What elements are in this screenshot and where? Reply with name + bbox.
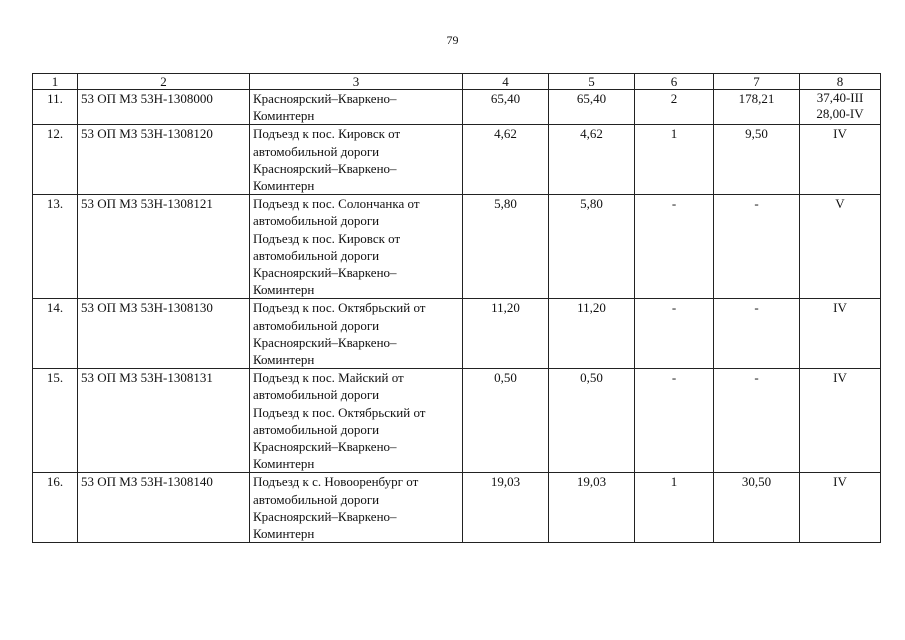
road-category-line: 37,40-III [816, 90, 864, 105]
value-col6: 2 [635, 90, 714, 125]
column-header-4: 4 [463, 74, 549, 90]
table-row [33, 299, 881, 369]
road-category: IV [800, 473, 881, 543]
row-number: 14. [33, 299, 78, 369]
road-name [250, 369, 463, 473]
road-name-line: автомобильной дороги [253, 387, 380, 403]
value-col6: 1 [635, 125, 714, 195]
table-row [33, 90, 881, 125]
road-name-line: Подъезд к пос. Солончанка от [253, 196, 420, 212]
road-code: 53 ОП МЗ 53Н-1308140 [78, 473, 250, 543]
value-col7: - [714, 299, 800, 369]
road-code: 53 ОП МЗ 53Н-1308000 [78, 90, 250, 125]
row-number: 13. [33, 195, 78, 299]
road-name-line: Коминтерн [253, 108, 315, 124]
road-name-line: Подъезд к с. Новооренбург от [253, 474, 419, 490]
table-row [33, 125, 881, 195]
table-row [33, 195, 881, 299]
road-name-line: автомобильной дороги [253, 317, 380, 333]
road-name-line: Коминтерн [253, 352, 315, 368]
column-header-5: 5 [549, 74, 635, 90]
road-category: V [800, 195, 881, 299]
value-col5: 4,62 [549, 125, 635, 195]
road-name-line: Подъезд к пос. Кировск от [253, 230, 401, 246]
value-col4: 0,50 [463, 369, 549, 473]
column-header-3: 3 [250, 74, 463, 90]
road-name-line: автомобильной дороги [253, 491, 380, 507]
road-name-line: Подъезд к пос. Октябрьский от [253, 300, 426, 316]
road-name-line: Подъезд к пос. Майский от [253, 370, 404, 386]
road-name-line: Красноярский–Кваркено– [253, 160, 397, 176]
value-col6: - [635, 299, 714, 369]
table-row [33, 369, 881, 473]
road-code: 53 ОП МЗ 53Н-1308120 [78, 125, 250, 195]
road-category-line: 28,00-IV [816, 106, 864, 121]
value-col7: 9,50 [714, 125, 800, 195]
value-col5: 5,80 [549, 195, 635, 299]
column-header-8: 8 [800, 74, 881, 90]
value-col6: - [635, 195, 714, 299]
table-row [33, 473, 881, 543]
value-col6: - [635, 369, 714, 473]
road-code: 53 ОП МЗ 53Н-1308131 [78, 369, 250, 473]
road-name-line: Коминтерн [253, 282, 315, 298]
road-name-line: Коминтерн [253, 178, 315, 194]
row-number: 12. [33, 125, 78, 195]
road-name-line: Красноярский–Кваркено– [253, 91, 397, 106]
road-category: IV [800, 125, 881, 195]
row-number: 11. [33, 90, 78, 125]
road-code: 53 ОП МЗ 53Н-1308121 [78, 195, 250, 299]
value-col7: - [714, 369, 800, 473]
road-category [800, 90, 881, 125]
road-name-line: Красноярский–Кваркено– [253, 508, 397, 524]
row-number: 15. [33, 369, 78, 473]
value-col4: 19,03 [463, 473, 549, 543]
value-col5: 11,20 [549, 299, 635, 369]
column-header-1: 1 [33, 74, 78, 90]
page-number: 79 [446, 33, 459, 47]
road-code: 53 ОП МЗ 53Н-1308130 [78, 299, 250, 369]
column-header-7: 7 [714, 74, 800, 90]
value-col7: - [714, 195, 800, 299]
road-category: IV [800, 299, 881, 369]
road-name-line: автомобильной дороги [253, 247, 380, 263]
value-col6: 1 [635, 473, 714, 543]
road-name [250, 299, 463, 369]
road-name-line: Подъезд к пос. Кировск от [253, 126, 401, 142]
value-col4: 65,40 [463, 90, 549, 125]
road-name-line: Красноярский–Кваркено– [253, 439, 397, 455]
road-name-line: Красноярский–Кваркено– [253, 265, 397, 281]
road-name-line: автомобильной дороги [253, 421, 380, 437]
value-col7: 30,50 [714, 473, 800, 543]
value-col4: 5,80 [463, 195, 549, 299]
value-col5: 65,40 [549, 90, 635, 125]
road-name [250, 90, 463, 125]
road-name [250, 125, 463, 195]
road-name-line: Подъезд к пос. Октябрьский от [253, 404, 426, 420]
road-name [250, 473, 463, 543]
road-name-line: Коминтерн [253, 526, 315, 542]
road-name-line: автомобильной дороги [253, 143, 380, 159]
value-col7: 178,21 [714, 90, 800, 125]
roads-table [32, 73, 881, 543]
road-name-line: Коминтерн [253, 456, 315, 472]
road-name [250, 195, 463, 299]
row-number: 16. [33, 473, 78, 543]
value-col4: 4,62 [463, 125, 549, 195]
road-category: IV [800, 369, 881, 473]
value-col4: 11,20 [463, 299, 549, 369]
road-name-line: автомобильной дороги [253, 213, 380, 229]
table-header-row [33, 74, 881, 90]
value-col5: 19,03 [549, 473, 635, 543]
column-header-6: 6 [635, 74, 714, 90]
value-col5: 0,50 [549, 369, 635, 473]
road-name-line: Красноярский–Кваркено– [253, 334, 397, 350]
column-header-2: 2 [78, 74, 250, 90]
